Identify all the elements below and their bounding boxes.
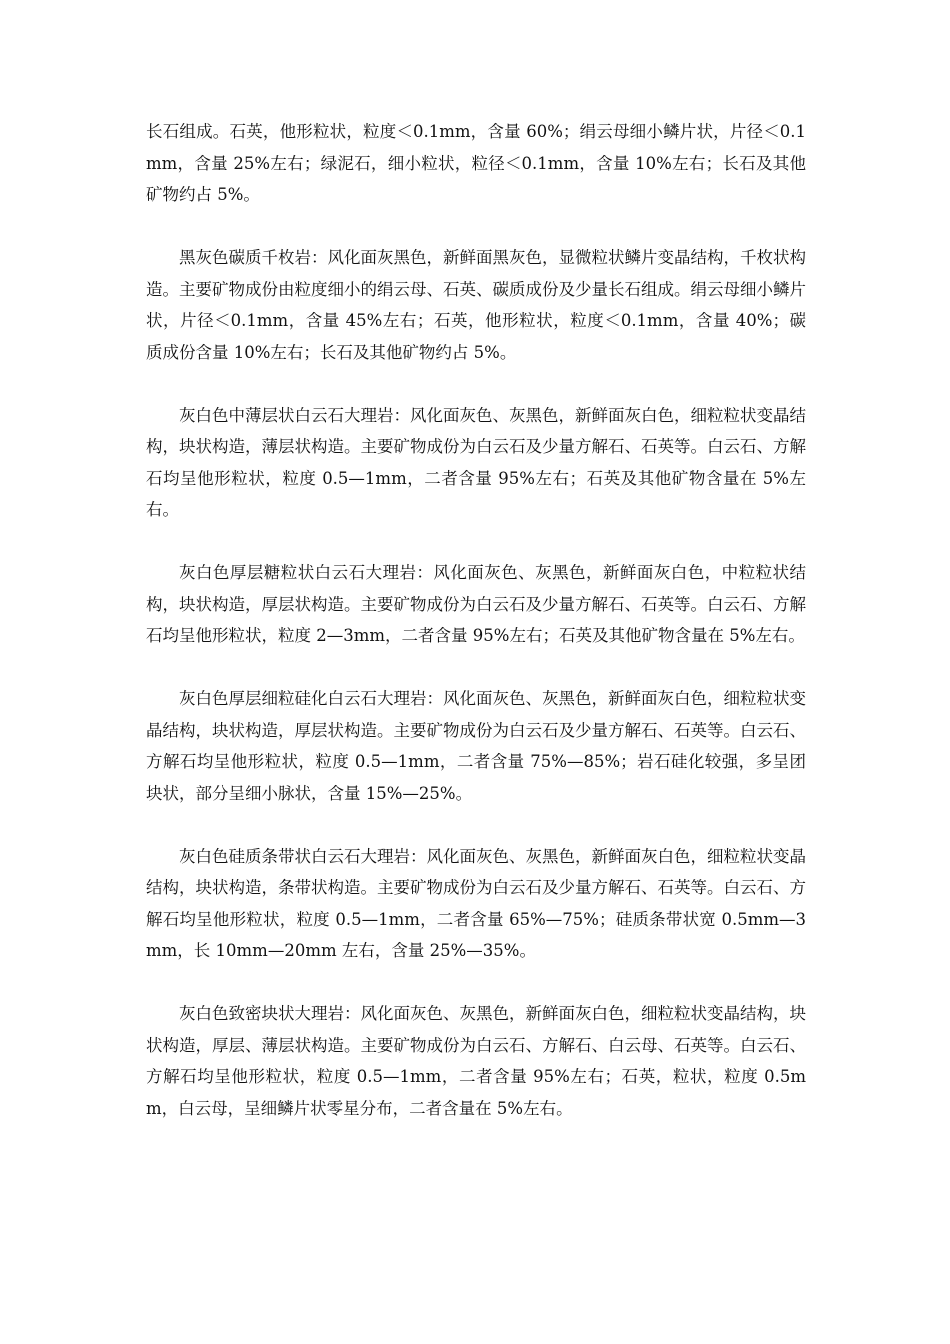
- paragraph-gray-white-thin-layer-dolomite-marble: 灰白色中薄层状白云石大理岩：风化面灰色、灰黑色，新鲜面灰白色，细粒粒状变晶结构，块状构造，薄层状构造。主要矿物成份为白云石及少量方解石、石英等。白云石、方解石均呈他形粒状，粒度 0.5—1mm，二者含量 95%左右；石英及其他矿物含量在 5%左右。: [146, 405, 806, 519]
- paragraph-gray-white-dense-massive-marble: 灰白色致密块状大理岩：风化面灰色、灰黑色，新鲜面灰白色，细粒粒状变晶结构，块状构造，厚层、薄层状构造。主要矿物成份为白云石、方解石、白云母、石英等。白云石、方解石均呈他形粒状，粒度 0.5—1mm，二者含量 95%左右；石英，粒状，粒度 0.5mm，白云母，呈细鳞片状零星分布，二者含量在 5%左右。: [146, 1004, 806, 1118]
- paragraph-gray-white-thick-sugary-dolomite-marble: 灰白色厚层糖粒状白云石大理岩：风化面灰色、灰黑色，新鲜面灰白色，中粒粒状结构，块状构造，厚层状构造。主要矿物成份为白云石及少量方解石、石英等。白云石、方解石均呈他形粒状，粒度 2—3mm，二者含量 95%左右；石英及其他矿物含量在 5%左右。: [146, 563, 806, 645]
- paragraph-gray-white-silicified-dolomite-marble: 灰白色厚层细粒硅化白云石大理岩：风化面灰色、灰黑色，新鲜面灰白色，细粒粒状变晶结构，块状构造，厚层状构造。主要矿物成份为白云石及少量方解石、石英等。白云石、方解石均呈他形粒状，粒度 0.5—1mm，二者含量 75%—85%；岩石硅化较强，多呈团块状，部分呈细小脉状，含量 15%—25%。: [146, 689, 806, 803]
- document-page: [146, 116, 806, 1156]
- paragraph-black-gray-carbonaceous-phyllite: 黑灰色碳质千枚岩：风化面灰黑色，新鲜面黑灰色，显微粒状鳞片变晶结构，千枚状构造。主要矿物成份由粒度细小的绢云母、石英、碳质成份及少量长石组成。绢云母细小鳞片状，片径＜0.1mm，含量 45%左右；石英，他形粒状，粒度＜0.1mm，含量 40%；碳质成份含量 10%左右；长石及其他矿物约占 5%。: [146, 248, 806, 362]
- paragraph-gray-white-siliceous-banded-dolomite-marble: 灰白色硅质条带状白云石大理岩：风化面灰色、灰黑色，新鲜面灰白色，细粒粒状变晶结构，块状构造，条带状构造。主要矿物成份为白云石及少量方解石、石英等。白云石、方解石均呈他形粒状，粒度 0.5—1mm，二者含量 65%—75%；硅质条带状宽 0.5mm—3mm，长 10mm—20mm 左右，含量 25%—35%。: [146, 846, 806, 960]
- paragraph-continued-feldspar-text: 长石组成。石英，他形粒状，粒度＜0.1mm，含量 60%；绢云母细小鳞片状，片径＜0.1mm，含量 25%左右；绿泥石，细小粒状，粒径＜0.1mm，含量 10%左右；长石及其他矿物约占 5%。: [146, 122, 806, 204]
